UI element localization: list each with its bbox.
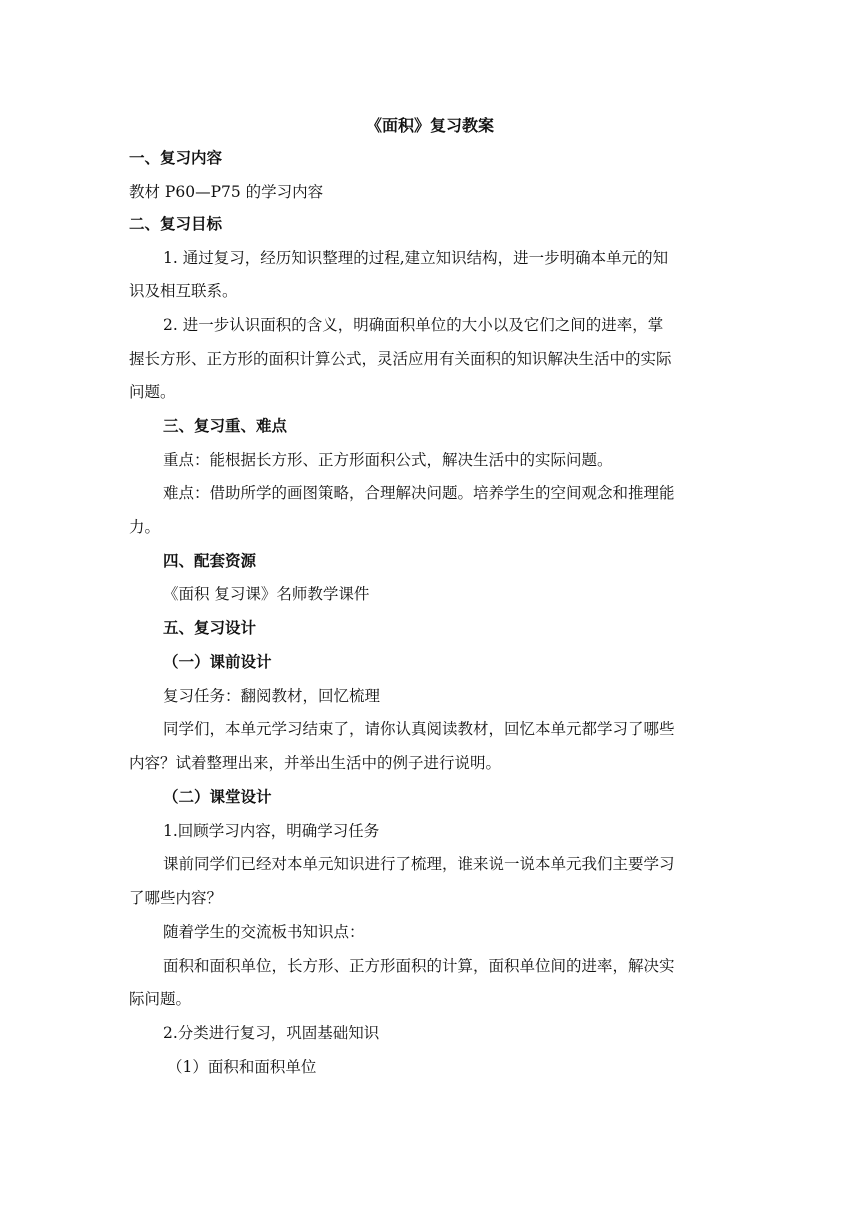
pre-class-task: 复习任务：翻阅教材，回忆梳理 [163, 687, 381, 705]
key-point-text: 重点：能根据长方形、正方形面积公式，解决生活中的实际问题。 [163, 451, 613, 469]
step-1-title: 1.回顾学习内容，明确学习任务 [163, 822, 380, 840]
goal-2-line-2: 握长方形、正方形的面积计算公式，灵活应用有关面积的知识解决生活中的实际 [129, 350, 672, 368]
step-2-subsection-1: （1）面积和面积单位 [167, 1058, 317, 1076]
board-intro-text: 随着学生的交流板书知识点： [163, 923, 365, 941]
goal-2-line-1: 2. 进一步认识面积的含义，明确面积单位的大小以及它们之间的进率，掌 [163, 316, 664, 334]
step-2-title: 2.分类进行复习，巩固基础知识 [163, 1024, 380, 1042]
resource-text: 《面积 复习课》名师教学课件 [163, 585, 370, 603]
document-title: 《面积》复习教案 [365, 116, 494, 135]
pre-class-text-line-1: 同学们，本单元学习结束了，请你认真阅读教材，回忆本单元都学习了哪些 [163, 720, 675, 738]
section-heading-review-goals: 二、复习目标 [129, 214, 223, 233]
section-heading-review-design: 五、复习设计 [163, 618, 257, 637]
board-points-line-1: 面积和面积单位，长方形、正方形面积的计算，面积单位间的进率，解决实 [163, 957, 675, 975]
goal-1-line-1: 1. 通过复习，经历知识整理的过程,建立知识结构，进一步明确本单元的知 [163, 249, 669, 267]
goal-2-line-3: 问题。 [129, 383, 176, 401]
step-1-text-line-1: 课前同学们已经对本单元知识进行了梳理，谁来说一说本单元我们主要学习 [163, 855, 675, 873]
subsection-heading-in-class: （二）课堂设计 [163, 787, 272, 806]
difficult-point-line-1: 难点：借助所学的画图策略，合理解决问题。培养学生的空间观念和推理能 [163, 484, 675, 502]
pre-class-text-line-2: 内容？试着整理出来，并举出生活中的例子进行说明。 [129, 754, 502, 772]
difficult-point-line-2: 力。 [129, 518, 161, 536]
section-heading-review-content: 一、复习内容 [129, 148, 223, 167]
step-1-text-line-2: 了哪些内容？ [129, 889, 223, 907]
section-heading-key-difficult: 三、复习重、难点 [163, 416, 288, 435]
board-points-line-2: 际问题。 [129, 990, 192, 1008]
section-heading-resources: 四、配套资源 [163, 551, 257, 570]
review-content-text: 教材 P60—P75 的学习内容 [129, 183, 324, 201]
goal-1-line-2: 识及相互联系。 [129, 282, 238, 300]
subsection-heading-pre-class: （一）课前设计 [163, 652, 272, 671]
